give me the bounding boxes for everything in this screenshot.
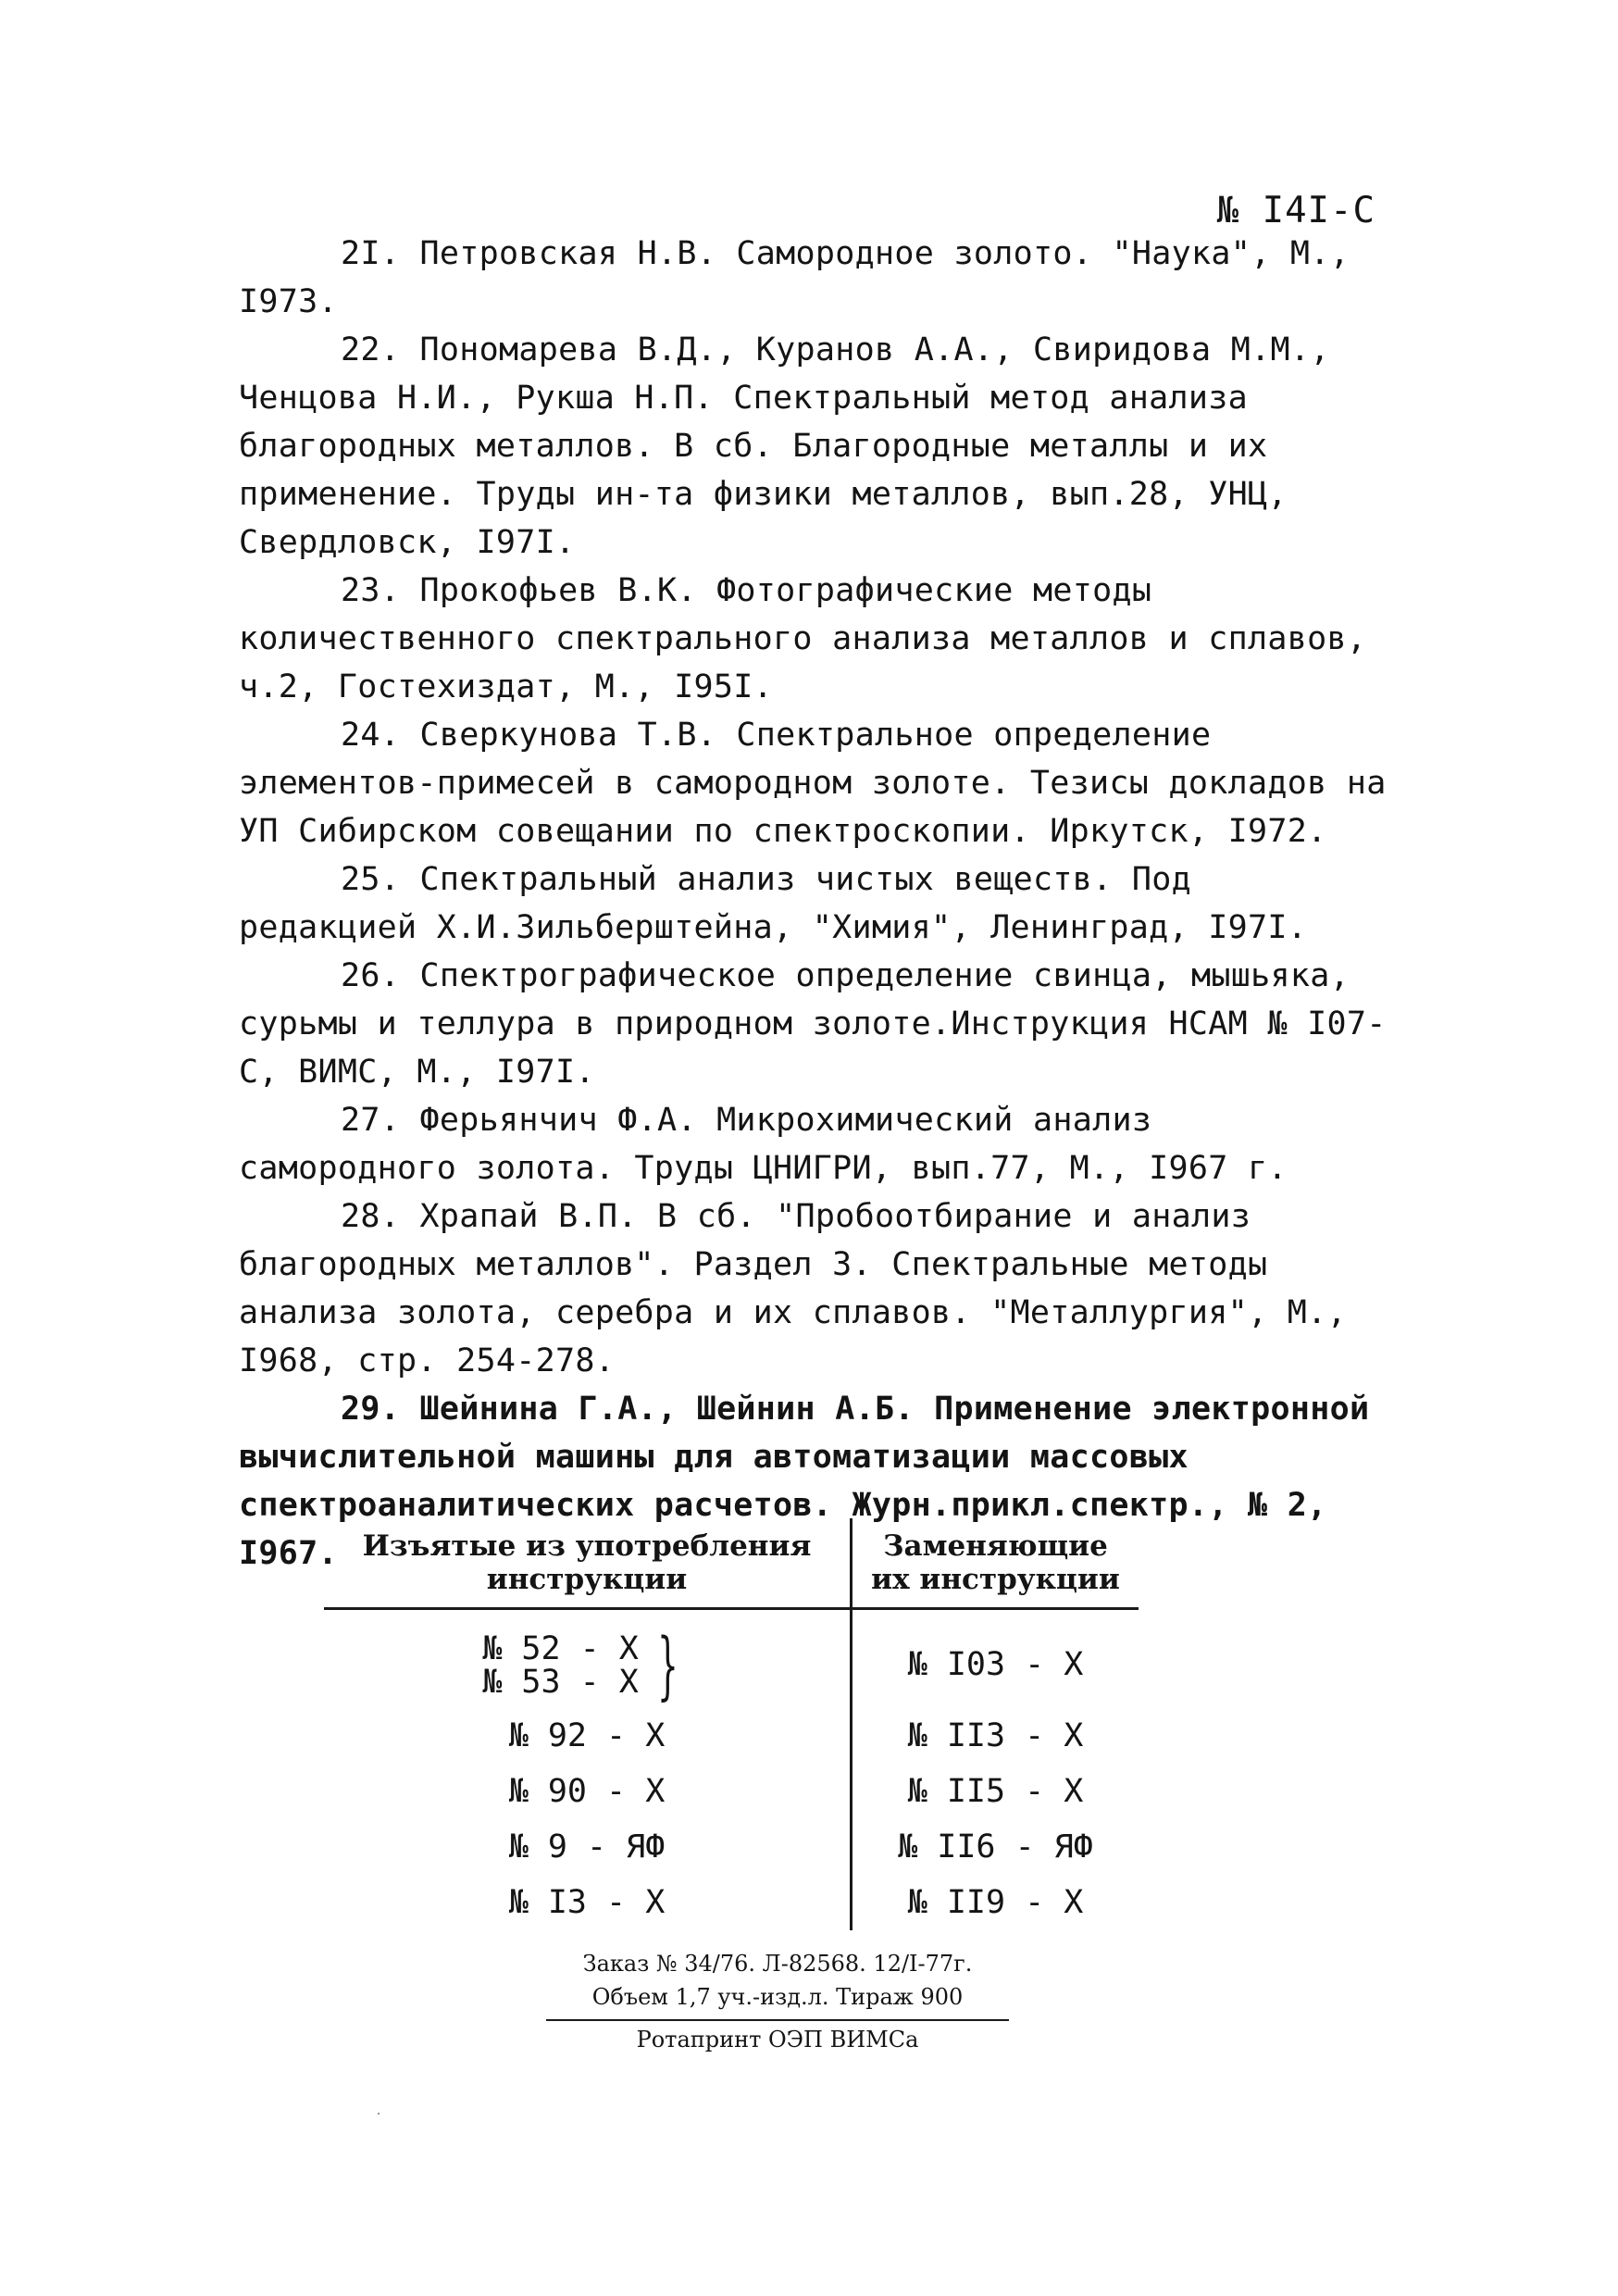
replacing-instruction: № II9 - Х: [907, 1884, 1084, 1921]
reference-item: 25. Спектральный анализ чистых веществ. Под редакцией Х.И.Зильберштейна, "Химия", Ленинград, I97I.: [239, 861, 1308, 946]
table-header-row: [324, 1518, 1139, 1609]
imprint-volume-line: Объем 1,7 уч.-изд.л. Тираж 900: [591, 1984, 964, 2010]
withdrawn-instruction: № 9 - ЯФ: [324, 1819, 852, 1875]
reference-item: 2I. Петровская Н.В. Самородное золото. "Наука", М., I973.: [239, 235, 1350, 320]
imprint-printer-line: Ротапринт ОЭП ВИМСа: [636, 2027, 919, 2053]
withdrawn-instruction: № 52 - Х: [482, 1630, 639, 1667]
instruction-pair: [482, 1622, 691, 1708]
header-replacing: Заменяющие их инструкции: [852, 1518, 1139, 1609]
withdrawn-instruction: № 90 - Х: [324, 1764, 852, 1819]
reference-item: 29. Шейнина Г.А., Шейнин А.Б. Применение электронной вычислительной машины для автоматизации массовых спектроаналитических расчетов. Журн.прикл.спектр., № 2, I967.: [239, 1391, 1370, 1572]
reference-item: 28. Храпай В.П. В сб. "Пробоотбирание и анализ благородных металлов". Раздел 3. Спектральные методы анализа золота, серебра и их сплавов. "Металлургия", М., I968, стр. 254-278.: [239, 1198, 1347, 1379]
replacing-instruction: № II5 - Х: [907, 1773, 1084, 1810]
withdrawn-instruction: № 53 - Х: [482, 1664, 639, 1701]
header-withdrawn: Изъятые из употребления инструкции: [324, 1518, 852, 1609]
table-row: [324, 1764, 1139, 1819]
reference-item: 24. Сверкунова Т.В. Спектральное определение элементов-примесей в самородном золоте. Тезисы докладов на УП Сибирском совещании по спектроскопии. Иркутск, I972.: [239, 717, 1387, 850]
reference-item: 26. Спектрографическое определение свинца, мышьяка, сурьмы и теллура в природном золоте.Инструкция НСАМ № I07-С, ВИМС, М., I97I.: [239, 957, 1387, 1091]
replacing-instruction: № II3 - Х: [907, 1717, 1084, 1754]
brace-icon: }: [656, 1622, 678, 1708]
withdrawn-cell: [324, 1609, 852, 1709]
imprint-order-line: Заказ № 34/76. Л-82568. 12/I-77г.: [582, 1951, 973, 1977]
reference-item: 22. Пономарева В.Д., Куранов А.А., Свиридова М.М., Ченцова Н.И., Рукша Н.П. Спектральный метод анализа благородных металлов. В сб. Благородные металлы и их применение. Труды ин-та физики металлов, вып.28, УНЦ, Свердловск, I97I.: [239, 331, 1330, 561]
scan-speck: [378, 2113, 380, 2115]
imprint: [537, 1947, 1018, 2056]
table-row: [324, 1609, 1139, 1709]
instruction-pair-lines: [482, 1632, 639, 1699]
table-row: [324, 1875, 1139, 1930]
withdrawn-instruction: № 92 - Х: [324, 1708, 852, 1764]
reference-item: 27. Ферьянчич Ф.А. Микрохимический анализ самородного золота. Труды ЦНИГРИ, вып.77, М., I967 г.: [239, 1102, 1288, 1187]
replacing-instruction: № I03 - Х: [907, 1646, 1084, 1683]
page-number: № I4I-C: [1216, 190, 1375, 231]
table-row: [324, 1708, 1139, 1764]
reference-item: 23. Прокофьев В.К. Фотографические методы количественного спектрального анализа металлов и сплавов, ч.2, Гостехиздат, М., I95I.: [239, 572, 1367, 705]
imprint-divider: [546, 2019, 1009, 2021]
replacing-instruction: № II6 - ЯФ: [898, 1828, 1093, 1866]
table-row: [324, 1819, 1139, 1875]
reference-list: [239, 230, 1387, 1578]
replacement-table: [324, 1518, 1139, 1930]
withdrawn-instruction: № I3 - Х: [324, 1875, 852, 1930]
